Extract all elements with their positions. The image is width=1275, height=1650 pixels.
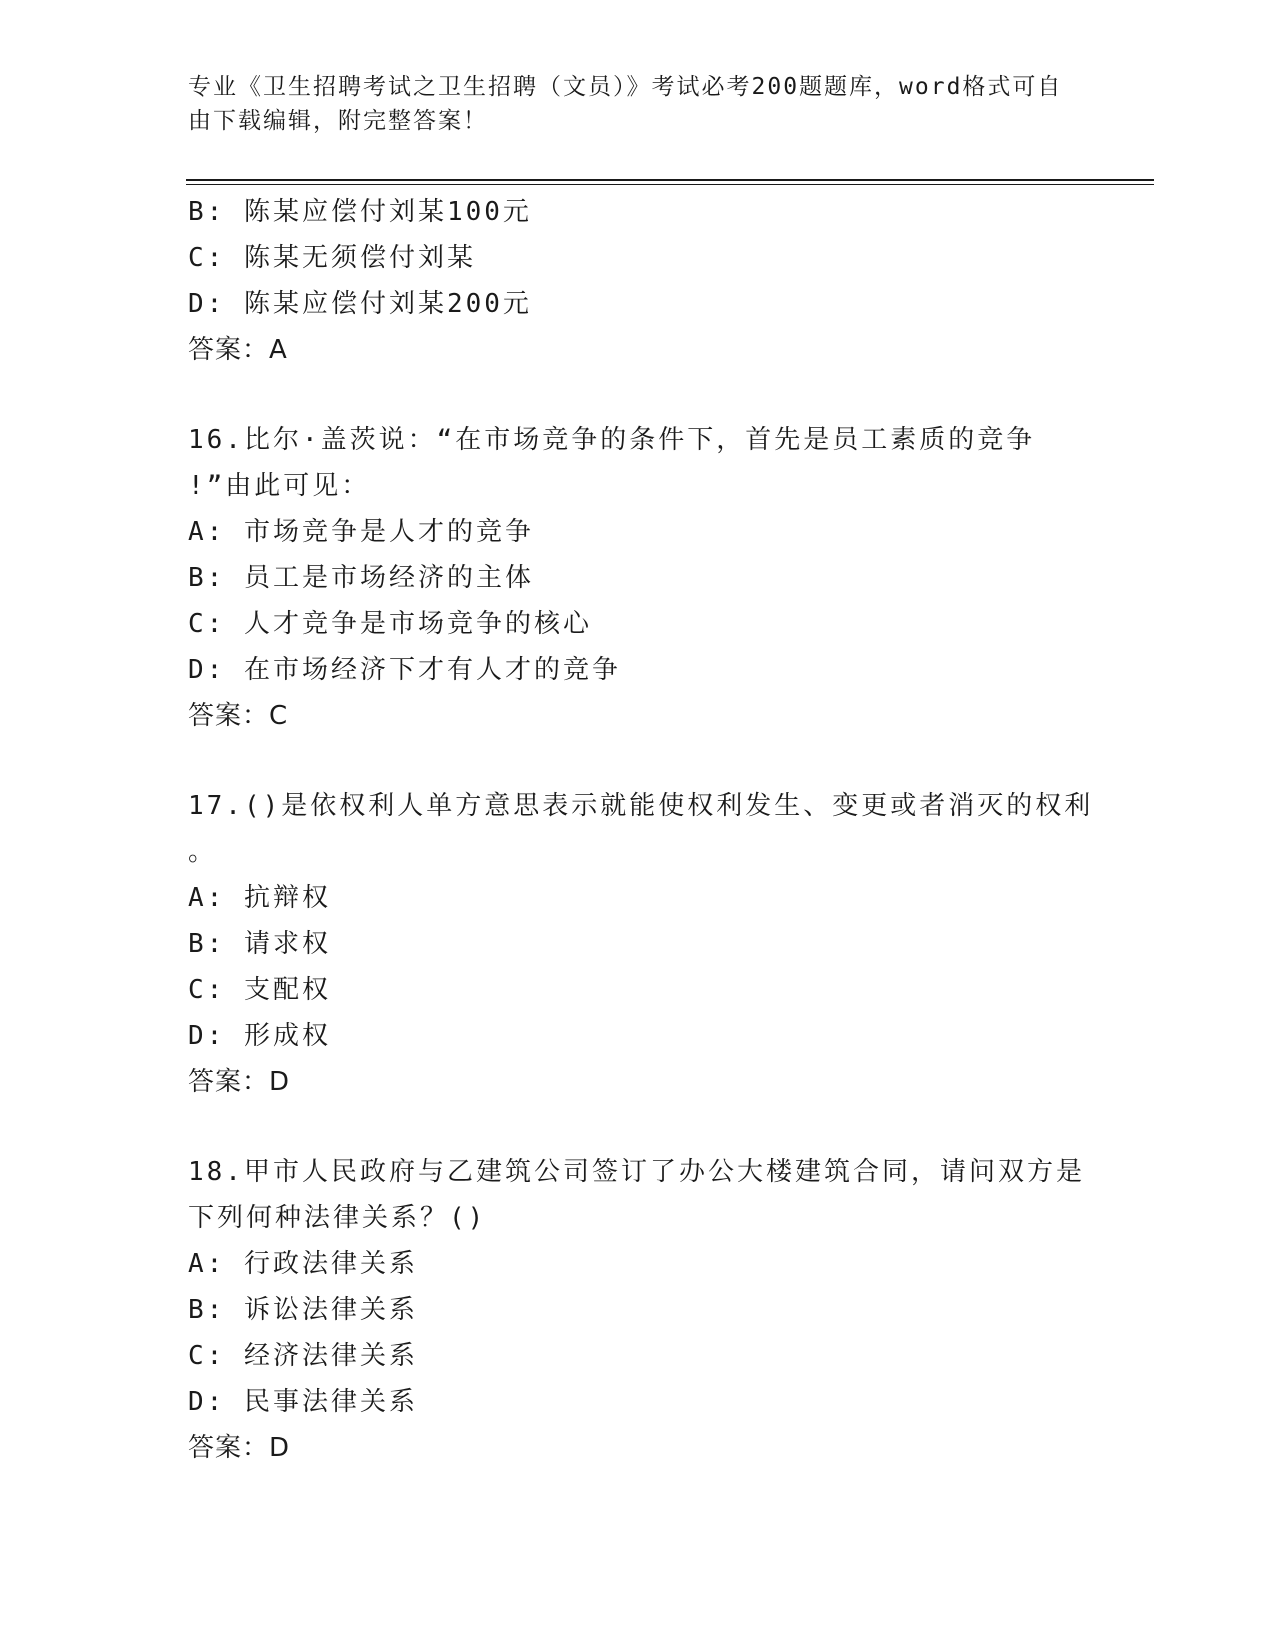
option-b: B: 员工是市场经济的主体 [188,563,534,593]
option-a: A: 市场竞争是人才的竞争 [188,517,534,547]
header-divider-thick [186,179,1154,181]
option-a: A: 行政法律关系 [188,1249,418,1279]
answer: 答案：A [188,335,288,365]
option-c: C: 人才竞争是市场竞争的核心 [188,609,592,639]
option-c: C: 陈某无须偿付刘某 [188,243,476,273]
question-16 [188,417,1088,739]
question-15 [188,189,1088,373]
option-c: C: 经济法律关系 [188,1341,418,1371]
question-stem-line: !”由此可见： [188,471,371,501]
question-18 [188,1149,1088,1471]
header-line-1: 专业《卫生招聘考试之卫生招聘（文员）》考试必考200题题库，word格式可自 [188,74,1063,100]
document-header [188,70,1068,138]
question-list [188,189,1094,1471]
option-d: D: 形成权 [188,1021,331,1051]
answer: 答案：D [188,1067,291,1097]
answer: 答案：C [188,701,289,731]
question-stem-line: 18.甲市人民政府与乙建筑公司签订了办公大楼建筑合同，请问双方是 [188,1157,1085,1187]
option-b: B: 诉讼法律关系 [188,1295,418,1325]
question-stem-line: 。 [188,837,218,867]
option-a: A: 抗辩权 [188,883,331,913]
question-stem-line: 下列何种法律关系？() [188,1203,487,1233]
header-divider-thin [186,184,1154,185]
option-d: D: 在市场经济下才有人才的竞争 [188,655,621,685]
question-stem-line: 17.()是依权利人单方意思表示就能使权利发生、变更或者消灭的权利 [188,791,1094,821]
option-d: D: 陈某应偿付刘某200元 [188,289,532,319]
option-d: D: 民事法律关系 [188,1387,418,1417]
question-17 [188,783,1094,1105]
option-c: C: 支配权 [188,975,331,1005]
spacer [188,1105,1088,1149]
header-line-2: 由下载编辑，附完整答案！ [188,108,488,134]
answer: 答案：D [188,1433,291,1463]
spacer [188,739,1088,783]
option-b: B: 陈某应偿付刘某100元 [188,197,532,227]
option-b: B: 请求权 [188,929,331,959]
spacer [188,373,1088,417]
question-stem-line: 16.比尔·盖茨说：“在市场竞争的条件下，首先是员工素质的竞争 [188,425,1036,455]
